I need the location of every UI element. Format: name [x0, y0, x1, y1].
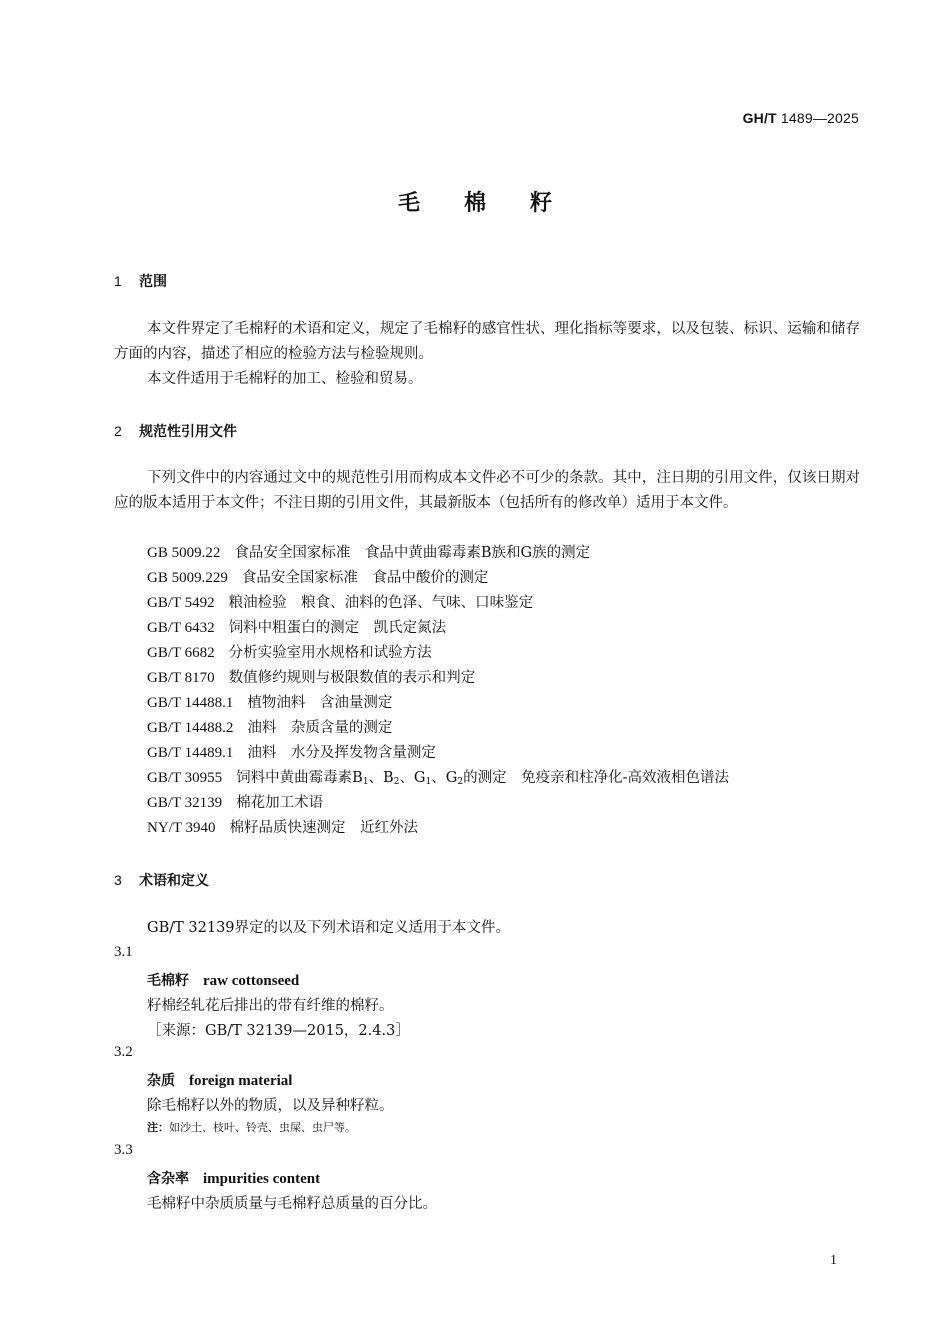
scope-paragraph-1: 本文件界定了毛棉籽的术语和定义，规定了毛棉籽的感官性状、理化指标等要求，以及包装、标识、运输和储存方面的内容，描述了相应的检验方法与检验规则。	[114, 321, 860, 362]
reference-title-part: 饲料中黄曲霉毒素B	[236, 770, 363, 786]
section-title: 规范性引用文件	[139, 424, 237, 440]
reference-item	[147, 666, 475, 691]
term-definition: 籽棉经轧花后排出的带有纤维的棉籽。	[147, 998, 394, 1014]
section-title: 术语和定义	[139, 873, 209, 889]
reference-code: GB/T 8170	[147, 670, 215, 686]
document-title: 毛棉籽	[397, 191, 596, 216]
term-english: foreign material	[189, 1073, 293, 1089]
reference-title: 棉籽品质快速测定 近红外法	[229, 820, 418, 836]
reference-item	[147, 716, 392, 741]
standard-code-prefix: GH/T	[742, 110, 777, 126]
section-heading-terms	[114, 870, 209, 890]
term-heading	[147, 1168, 320, 1188]
term-english: impurities content	[203, 1171, 321, 1187]
reference-item	[147, 691, 392, 716]
term-entry-number: 3.1	[114, 944, 133, 960]
term-source: ［来源：GB/T 32139—2015，2.4.3］	[147, 1023, 410, 1039]
term-heading	[147, 1070, 292, 1090]
reference-item	[147, 791, 323, 816]
term-note	[147, 1119, 356, 1135]
reference-item	[147, 591, 533, 616]
reference-title: 食品安全国家标准 食品中黄曲霉毒素B族和G族的测定	[234, 545, 591, 561]
reference-item	[147, 616, 446, 641]
reference-title: 分析实验室用水规格和试验方法	[228, 645, 432, 661]
term-chinese: 含杂率	[147, 1171, 189, 1187]
term-english: raw cottonseed	[203, 973, 300, 989]
reference-title: 油料 水分及挥发物含量测定	[247, 745, 436, 761]
reference-title-part: 、G	[399, 770, 426, 786]
note-text: 如沙土、枝叶、铃壳、虫屎、虫尸等。	[169, 1121, 356, 1134]
term-heading	[147, 970, 299, 990]
reference-code: GB 5009.22	[147, 545, 221, 561]
standard-code	[743, 110, 859, 126]
normative-intro: 下列文件中的内容通过文中的规范性引用而构成本文件必不可少的条款。其中，注日期的引用文件，仅该日期对应的版本适用于本文件；不注日期的引用文件，其最新版本（包括所有的修改单）适用于本文件。	[114, 470, 860, 511]
reference-item	[147, 816, 418, 841]
note-label: 注：	[147, 1121, 169, 1134]
reference-title: 食品安全国家标准 食品中酸价的测定	[241, 570, 489, 586]
term-chinese: 毛棉籽	[147, 973, 189, 989]
reference-code: GB/T 5492	[147, 595, 215, 611]
reference-title: 油料 杂质含量的测定	[247, 720, 393, 736]
reference-title-part: 的测定 免疫亲和柱净化-高效液相色谱法	[463, 770, 729, 786]
scope-paragraph-2: 本文件适用于毛棉籽的加工、检验和贸易。	[147, 371, 423, 387]
standard-code-number: 1489—2025	[780, 110, 859, 126]
section-number: 2	[114, 423, 122, 439]
reference-title-part: 、G	[431, 770, 458, 786]
reference-code: GB/T 14488.1	[147, 695, 234, 711]
reference-item	[147, 541, 590, 566]
reference-title: 数值修约规则与极限数值的表示和判定	[228, 670, 476, 686]
subscript: 2	[457, 777, 464, 787]
section-heading-normative	[114, 421, 237, 441]
term-entry-number: 3.2	[114, 1044, 133, 1060]
section-heading-scope	[114, 271, 167, 291]
reference-code: GB/T 6432	[147, 620, 215, 636]
reference-item	[147, 566, 488, 591]
reference-code: GB/T 32139	[147, 795, 223, 811]
terms-intro: GB/T 32139界定的以及下列术语和定义适用于本文件。	[147, 920, 511, 936]
reference-item	[147, 741, 436, 766]
reference-code: GB 5009.229	[147, 570, 228, 586]
reference-title: 粮油检验 粮食、油料的色泽、气味、口味鉴定	[228, 595, 534, 611]
reference-item	[147, 641, 432, 666]
subscript: 1	[362, 777, 369, 787]
reference-code: GB/T 30955	[147, 770, 223, 786]
section-number: 3	[114, 872, 122, 888]
reference-code: GB/T 14488.2	[147, 720, 234, 736]
section-title: 范围	[139, 274, 167, 290]
reference-code: GB/T 6682	[147, 645, 215, 661]
term-entry-number: 3.3	[114, 1142, 133, 1158]
term-definition: 毛棉籽中杂质质量与毛棉籽总质量的百分比。	[147, 1196, 437, 1212]
page-number: 1	[830, 1253, 837, 1268]
reference-title: 饲料中粗蛋白的测定 凯氏定氮法	[228, 620, 447, 636]
term-definition: 除毛棉籽以外的物质，以及异种籽粒。	[147, 1098, 394, 1114]
section-number: 1	[114, 273, 122, 289]
reference-title: 植物油料 含油量测定	[247, 695, 393, 711]
subscript: 2	[393, 777, 400, 787]
reference-title: 棉花加工术语	[236, 795, 324, 811]
reference-title	[236, 770, 729, 786]
term-chinese: 杂质	[147, 1073, 175, 1089]
reference-code: GB/T 14489.1	[147, 745, 234, 761]
reference-title-part: 、B	[368, 770, 394, 786]
reference-code: NY/T 3940	[147, 820, 216, 836]
subscript: 1	[425, 777, 432, 787]
